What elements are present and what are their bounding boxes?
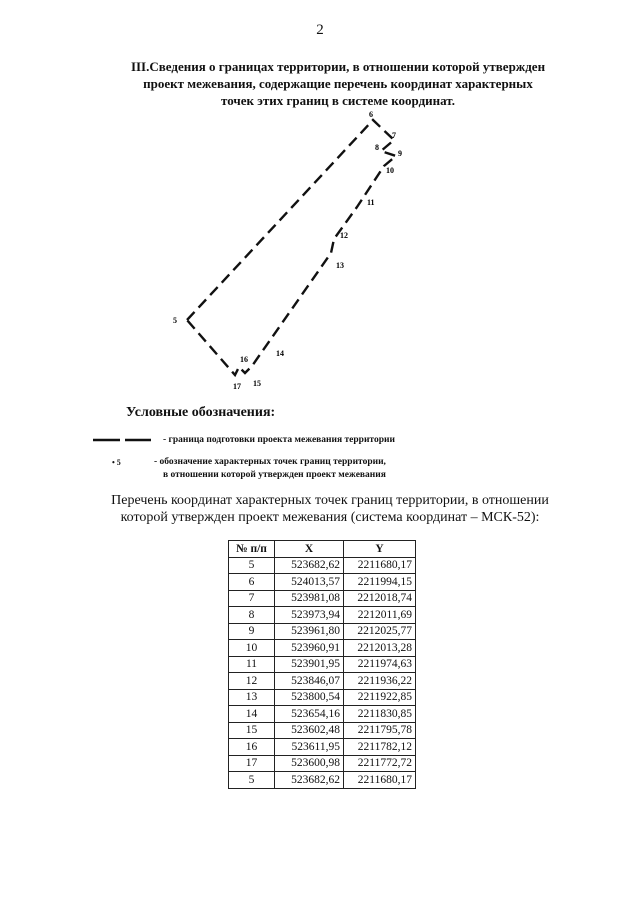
cell-number: 13 — [229, 689, 275, 706]
cell-y: 2211830,85 — [344, 706, 416, 723]
point-marker-sample: • 5 — [112, 458, 121, 467]
cell-x: 523961,80 — [275, 623, 344, 640]
table-row — [229, 706, 416, 723]
heading-line-2: проект межевания, содержащие перечень координат характерных — [143, 76, 533, 91]
cell-y: 2211772,72 — [344, 755, 416, 772]
boundary-plan — [160, 108, 420, 398]
point-label-12: 12 — [340, 231, 348, 240]
table-row — [229, 557, 416, 574]
legend-boundary-text: - граница подготовки проекта межевания территории — [163, 435, 395, 445]
cell-x: 523602,48 — [275, 722, 344, 739]
table-row — [229, 590, 416, 607]
point-label-7: 7 — [392, 131, 396, 140]
cell-number: 14 — [229, 706, 275, 723]
cell-x: 524013,57 — [275, 574, 344, 591]
cell-y: 2212025,77 — [344, 623, 416, 640]
cell-x: 523981,08 — [275, 590, 344, 607]
point-label-10: 10 — [386, 166, 394, 175]
table-row — [229, 574, 416, 591]
heading-line-3: точек этих границ в системе координат. — [221, 93, 455, 108]
table-row — [229, 739, 416, 756]
point-label-17: 17 — [233, 382, 241, 391]
cell-y: 2211680,17 — [344, 772, 416, 789]
header-y: Y — [344, 541, 416, 558]
table-row — [229, 623, 416, 640]
coordinates-intro — [60, 492, 600, 526]
legend-title: Условные обозначения: — [126, 405, 276, 420]
cell-number: 15 — [229, 722, 275, 739]
cell-y: 2211680,17 — [344, 557, 416, 574]
legend-points-line-2: в отношении которой утвержден проект межевания — [163, 470, 386, 480]
legend-boundary — [93, 434, 395, 447]
header-number: № п/п — [229, 541, 275, 558]
cell-number: 17 — [229, 755, 275, 772]
section-heading — [88, 58, 588, 109]
cell-y: 2211974,63 — [344, 656, 416, 673]
cell-y: 2212018,74 — [344, 590, 416, 607]
point-label-11: 11 — [367, 198, 375, 207]
cell-x: 523901,95 — [275, 656, 344, 673]
boundary-line — [187, 120, 396, 375]
cell-y: 2211936,22 — [344, 673, 416, 690]
coordinates-intro-line-1: Перечень координат характерных точек границ территории, в отношении — [111, 493, 549, 508]
cell-number: 5 — [229, 772, 275, 789]
point-label-15: 15 — [253, 379, 261, 388]
boundary-dash-sample — [93, 435, 151, 445]
coordinates-table — [228, 540, 416, 789]
cell-x: 523600,98 — [275, 755, 344, 772]
table-row — [229, 772, 416, 789]
cell-y: 2211782,12 — [344, 739, 416, 756]
table-row — [229, 673, 416, 690]
point-label-14: 14 — [276, 349, 284, 358]
cell-x: 523960,91 — [275, 640, 344, 657]
cell-number: 12 — [229, 673, 275, 690]
point-label-6: 6 — [369, 110, 373, 119]
point-label-9: 9 — [398, 149, 402, 158]
legend-points-text — [154, 456, 386, 482]
point-label-8: 8 — [375, 143, 379, 152]
coordinates-intro-line-2: которой утвержден проект межевания (система координат – МСК-52): — [120, 510, 540, 525]
cell-number: 11 — [229, 656, 275, 673]
cell-x: 523654,16 — [275, 706, 344, 723]
cell-number: 6 — [229, 574, 275, 591]
cell-number: 7 — [229, 590, 275, 607]
page-number: 2 — [316, 22, 324, 38]
cell-number: 10 — [229, 640, 275, 657]
legend-points-line-1: - обозначение характерных точек границ территории, — [154, 457, 386, 467]
cell-x: 523611,95 — [275, 739, 344, 756]
table-header-row — [229, 541, 416, 558]
cell-x: 523800,54 — [275, 689, 344, 706]
cell-x: 523682,62 — [275, 557, 344, 574]
table-row — [229, 656, 416, 673]
table-row — [229, 689, 416, 706]
cell-y: 2212013,28 — [344, 640, 416, 657]
cell-number: 8 — [229, 607, 275, 624]
cell-y: 2212011,69 — [344, 607, 416, 624]
cell-y: 2211922,85 — [344, 689, 416, 706]
header-x: X — [275, 541, 344, 558]
cell-number: 9 — [229, 623, 275, 640]
point-label-13: 13 — [336, 261, 344, 270]
cell-y: 2211994,15 — [344, 574, 416, 591]
cell-number: 16 — [229, 739, 275, 756]
heading-line-1: III.Сведения о границах территории, в отношении которой утвержден — [130, 59, 546, 74]
point-label-5: 5 — [173, 316, 177, 325]
cell-y: 2211795,78 — [344, 722, 416, 739]
cell-x: 523682,62 — [275, 772, 344, 789]
cell-x: 523973,94 — [275, 607, 344, 624]
cell-x: 523846,07 — [275, 673, 344, 690]
cell-number: 5 — [229, 557, 275, 574]
legend-points — [112, 456, 386, 482]
table-row — [229, 640, 416, 657]
point-label-16: 16 — [240, 355, 248, 364]
table-row — [229, 607, 416, 624]
table-row — [229, 755, 416, 772]
table-row — [229, 722, 416, 739]
